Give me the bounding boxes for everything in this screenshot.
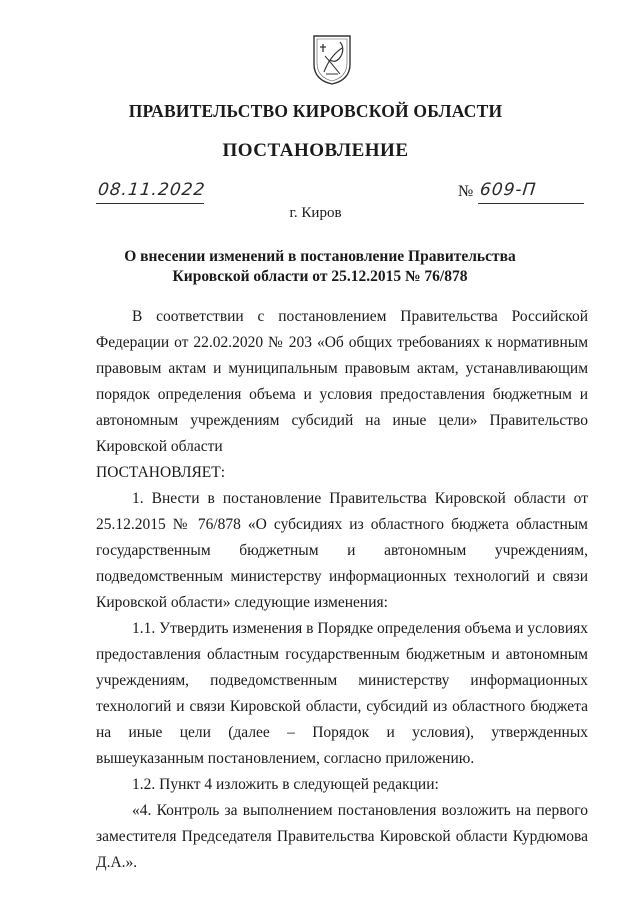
number-underline bbox=[478, 203, 584, 204]
subject-line-2: Кировской области от 25.12.2015 № 76/878 bbox=[172, 268, 468, 285]
paragraph-decree: ПОСТАНОВЛЯЕТ: bbox=[96, 464, 226, 481]
document-subject bbox=[120, 247, 520, 287]
paragraph-item-1-2: 1.2. Пункт 4 изложить в следующей редакции: bbox=[132, 776, 439, 793]
date-field bbox=[96, 180, 207, 206]
organization-title: ПРАВИТЕЛЬСТВО КИРОВСКОЙ ОБЛАСТИ bbox=[128, 101, 503, 121]
number-sign: № bbox=[458, 183, 474, 200]
number-value: 609-П bbox=[478, 180, 538, 200]
date-value: 08.11.2022 bbox=[96, 180, 207, 200]
paragraph-item-1-1: 1.1. Утвердить изменения в Порядке определения объема и условиях предоставления областным государственным бюджетным и автономным учреждениям, подведомственным министерству информационных технологий и связи Кировской области, субсидий из областного бюджета на иные цели (далее – Порядок и условия), утвержденных вышеуказанным постановлением, согласно приложению. bbox=[96, 620, 588, 767]
paragraph-preamble: В соответствии с постановлением Правительства Российской Федерации от 22.02.2020 № 203 «Об общих требованиях к нормативным правовым актам и муниципальным правовым актам, устанавливающим порядок определения объема и условия предоставления бюджетным и автономным учреждениям субсидий на иные цели» Правительство Кировской области bbox=[96, 308, 588, 455]
subject-line-1: О внесении изменений в постановление Правительства bbox=[124, 248, 516, 265]
kirov-coat-of-arms-icon bbox=[312, 34, 352, 86]
date-underline bbox=[96, 203, 204, 204]
document-body bbox=[96, 304, 588, 876]
paragraph-item-1: 1. Внести в постановление Правительства Кировской области от 25.12.2015 № 76/878 «О субсидиях из областного бюджета областным государственным бюджетным и автономным учреждениям, подведомственным министерству информационных технологий и связи Кировской области» следующие изменения: bbox=[96, 490, 588, 611]
document-type-title: ПОСТАНОВЛЕНИЕ bbox=[222, 140, 409, 161]
number-field bbox=[458, 180, 584, 206]
city-label: г. Киров bbox=[289, 205, 342, 221]
paragraph-item-4-quote: «4. Контроль за выполнением постановления возложить на первого заместителя Председателя Правительства Кировской области Курдюмова Д.А.». bbox=[96, 802, 588, 871]
